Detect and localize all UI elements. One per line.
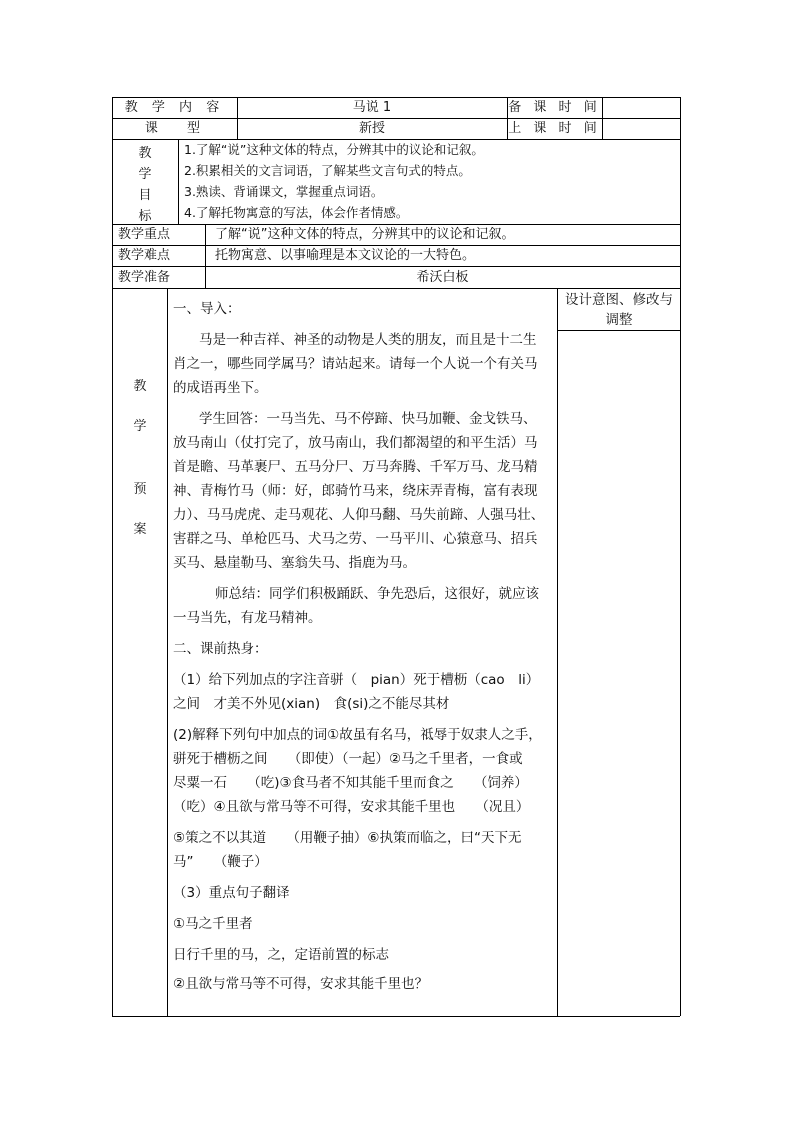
class-time-label: 上 课 时 间 — [508, 121, 601, 136]
plan-text-line: ②且欲与常马等不可得，安求其能千里也？ — [173, 976, 429, 992]
plan-text-line: （吃）④且欲与常马等不可得，安求其能千里也 （况且） — [173, 799, 530, 815]
plan-text-line: ⑤策之不以其道 （用鞭子抽）⑥执策而临之，曰“天下无 — [173, 830, 522, 846]
prep-time-label: 备 课 时 间 — [508, 100, 601, 115]
difficulty-value: 托物寓意、以事喻理是本文议论的一大特色。 — [215, 248, 476, 263]
content-label: 教 学 内 容 — [124, 100, 225, 115]
plan-text-line: 力）、马马虎虎、走马观花、人仰马翻、马失前蹄、人强马壮、 — [173, 507, 545, 523]
plan-text-line: ①马之千里者 — [173, 916, 253, 932]
objectives-label-char: 学 — [138, 167, 152, 182]
plan-text-line: 学生回答：一马当先、马不停蹄、快马加鞭、金戈铁马、 — [199, 411, 537, 427]
side-note-divider — [557, 330, 680, 331]
plan-text-line: 放马南山（仗打完了，放马南山，我们都渴望的和平生活）马 — [173, 435, 538, 451]
plan-label-char: 教 — [133, 379, 147, 394]
col-divider — [178, 139, 179, 224]
section-heading: 一、导入： — [173, 301, 241, 317]
objectives-label-char: 目 — [138, 188, 152, 203]
plan-label-char: 学 — [133, 419, 147, 434]
plan-text-line: 首是瞻、马革裹尸、五马分尸、万马奔腾、千军万马、龙马精 — [173, 459, 538, 475]
plan-text-line: （3）重点句子翻译 — [173, 885, 290, 901]
plan-label-char: 预 — [133, 482, 147, 497]
plan-text-line: (2)解释下列句中加点的词①故虽有名马，祗辱于奴隶人之手， — [173, 727, 542, 743]
plan-text-line: 师总结：同学们积极踊跃、争先恐后，这很好，就应该 — [215, 586, 539, 602]
plan-text-line: 尽粟一石 （吃)③食马者不知其能千里而食之 （饲养） — [173, 775, 528, 791]
objective-item: 3.熟读、背诵课文，掌握重点词语。 — [184, 184, 384, 199]
plan-text-line: （1）给下列加点的字注音骈（ pian）死于槽枥（cao li） — [173, 672, 540, 688]
lesson-title: 马说 1 — [352, 100, 392, 115]
key-point-label: 教学重点 — [118, 227, 171, 242]
prep-time-value — [602, 97, 680, 118]
class-time-value — [602, 118, 680, 139]
objective-item: 1.了解“说”这种文体的特点，分辨其中的议论和记叙。 — [184, 142, 484, 157]
col-divider — [557, 288, 558, 1016]
plan-text-line: 的成语再坐下。 — [173, 380, 268, 396]
difficulty-label: 教学难点 — [118, 248, 171, 263]
lesson-type-value: 新授 — [358, 121, 385, 136]
row-divider — [112, 288, 680, 289]
design-intent-header: 设计意图、修改与调整 — [565, 292, 673, 328]
plan-text-line: 肖之一，哪些同学属马？请站起来。请每一个人说一个有关马 — [173, 356, 538, 372]
preparation-value: 希沃白板 — [416, 269, 469, 285]
plan-text-line: 日行千里的马，之，定语前置的标志 — [173, 947, 389, 963]
plan-text-line: 之间 才美不外见(xian) 食(si)之不能尽其材 — [173, 696, 450, 712]
objectives-label-char: 标 — [138, 209, 152, 224]
plan-text-line: 一马当先，有龙马精神。 — [173, 610, 322, 626]
plan-text-line: 马” （鞭子） — [173, 854, 268, 870]
objective-item: 2.积累相关的文言词语，了解某些文言句式的特点。 — [184, 163, 471, 178]
plan-text-line: 害群之马、单枪匹马、犬马之劳、一马平川、心猿意马、招兵 — [173, 531, 538, 547]
key-point-value: 了解“说”这种文体的特点，分辨其中的议论和记叙。 — [215, 227, 515, 242]
plan-text-line: 马是一种吉祥、神圣的动物是人类的朋友，而且是十二生 — [199, 332, 537, 348]
plan-text-line: 骈死于槽枥之间 （即使）（一起）②马之千里者，一食或 — [173, 751, 523, 767]
preparation-label: 教学准备 — [118, 269, 171, 285]
section-heading: 二、课前热身： — [173, 641, 268, 657]
table-bottom-border — [112, 1016, 680, 1017]
objective-item: 4.了解托物寓意的写法，体会作者情感。 — [184, 205, 409, 220]
plan-text-line: 神、青梅竹马（师：好，郎骑竹马来，绕床弄青梅，富有表现 — [173, 483, 538, 499]
objectives-label-char: 教 — [138, 146, 152, 161]
col-divider — [167, 288, 168, 1016]
plan-label-char: 案 — [133, 522, 147, 537]
plan-text-line: 买马、悬崖勒马、塞翁失马、指鹿为马。 — [173, 555, 416, 571]
lesson-type-label: 课 型 — [144, 121, 205, 136]
table-right-border-lower — [680, 288, 681, 1016]
table-left-border — [112, 97, 113, 1016]
